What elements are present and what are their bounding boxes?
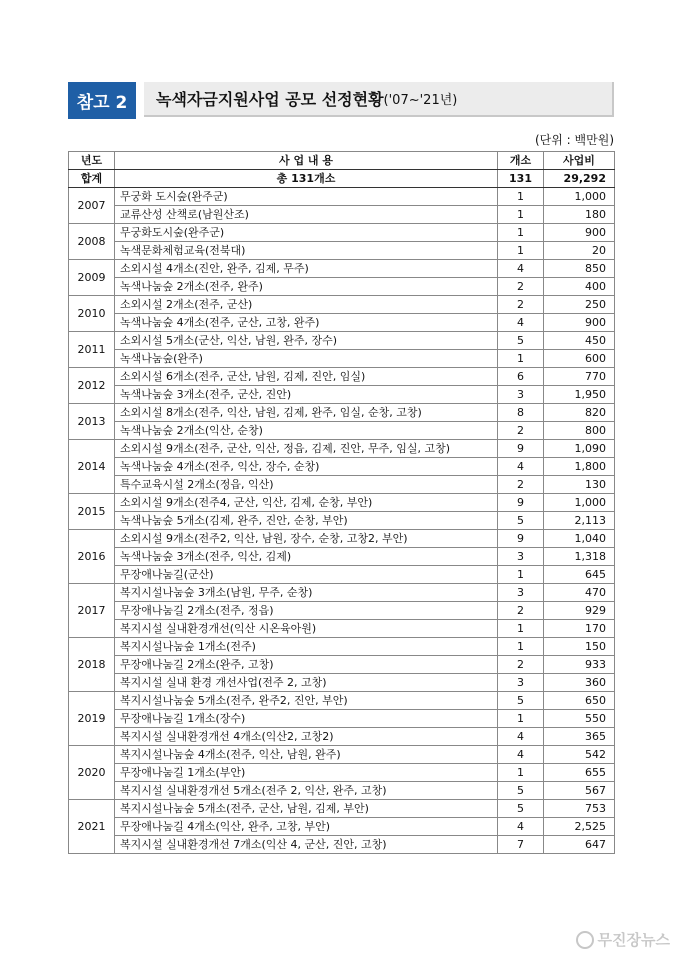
cost-cell: 900 [544, 314, 615, 332]
content-cell: 특수교육시설 2개소(정읍, 익산) [115, 476, 498, 494]
count-cell: 5 [498, 782, 544, 800]
count-cell: 9 [498, 530, 544, 548]
count-cell: 4 [498, 314, 544, 332]
content-cell: 무장애나눔길 1개소(부안) [115, 764, 498, 782]
table-row [69, 278, 615, 296]
count-cell: 6 [498, 368, 544, 386]
table-row [69, 350, 615, 368]
count-cell: 3 [498, 548, 544, 566]
count-cell: 1 [498, 764, 544, 782]
cost-cell: 400 [544, 278, 615, 296]
cost-cell: 770 [544, 368, 615, 386]
table-row [69, 368, 615, 386]
count-cell: 1 [498, 620, 544, 638]
count-cell: 1 [498, 206, 544, 224]
table-row [69, 710, 615, 728]
cost-cell: 820 [544, 404, 615, 422]
count-cell: 3 [498, 386, 544, 404]
content-cell: 녹색나눔숲 5개소(김제, 완주, 진안, 순창, 부안) [115, 512, 498, 530]
table-row [69, 548, 615, 566]
table-row [69, 602, 615, 620]
year-cell: 2015 [69, 494, 115, 530]
count-cell: 4 [498, 818, 544, 836]
count-cell: 9 [498, 440, 544, 458]
content-cell: 소외시설 9개소(전주, 군산, 익산, 정읍, 김제, 진안, 무주, 임실, 고창) [115, 440, 498, 458]
table-row [69, 422, 615, 440]
content-cell: 녹색나눔숲 3개소(전주, 군산, 진안) [115, 386, 498, 404]
watermark-logo [576, 929, 670, 950]
table-row [69, 746, 615, 764]
cost-cell: 567 [544, 782, 615, 800]
table-row [69, 764, 615, 782]
selection-table [68, 151, 615, 854]
cost-cell: 20 [544, 242, 615, 260]
year-cell: 2010 [69, 296, 115, 332]
cost-cell: 929 [544, 602, 615, 620]
count-cell: 3 [498, 584, 544, 602]
table-header-row [69, 152, 615, 170]
cost-cell: 250 [544, 296, 615, 314]
count-cell: 5 [498, 512, 544, 530]
year-cell: 2021 [69, 800, 115, 854]
content-cell: 소외시설 6개소(전주, 군산, 남원, 김제, 진안, 임실) [115, 368, 498, 386]
content-cell: 녹색나눔숲 4개소(전주, 익산, 장수, 순창) [115, 458, 498, 476]
cost-cell: 1,318 [544, 548, 615, 566]
title-row [68, 82, 614, 119]
watermark-icon [576, 931, 594, 949]
table-row [69, 620, 615, 638]
content-cell: 녹색나눔숲 4개소(전주, 군산, 고창, 완주) [115, 314, 498, 332]
year-cell: 2020 [69, 746, 115, 800]
count-cell: 1 [498, 188, 544, 206]
table-row [69, 332, 615, 350]
content-cell: 소외시설 5개소(군산, 익산, 남원, 완주, 장수) [115, 332, 498, 350]
content-cell: 교류산성 산책로(남원산조) [115, 206, 498, 224]
table-row [69, 584, 615, 602]
cost-cell: 542 [544, 746, 615, 764]
title-box [144, 82, 614, 117]
content-cell: 무장애나눔길 4개소(익산, 완주, 고창, 부안) [115, 818, 498, 836]
content-cell: 소외시설 9개소(전주2, 익산, 남원, 장수, 순창, 고창2, 부안) [115, 530, 498, 548]
year-cell: 2019 [69, 692, 115, 746]
count-cell: 2 [498, 656, 544, 674]
cost-cell: 600 [544, 350, 615, 368]
year-cell: 2017 [69, 584, 115, 638]
content-cell: 무장애나눔길 1개소(장수) [115, 710, 498, 728]
content-cell: 무장애나눔길(군산) [115, 566, 498, 584]
table-row [69, 206, 615, 224]
cost-cell: 1,040 [544, 530, 615, 548]
watermark-text: 무진장뉴스 [597, 931, 670, 949]
table-row [69, 242, 615, 260]
table-row [69, 224, 615, 242]
year-cell: 2011 [69, 332, 115, 368]
table-row [69, 836, 615, 854]
content-cell: 소외시설 9개소(전주4, 군산, 익산, 김제, 순창, 부안) [115, 494, 498, 512]
cost-cell: 1,950 [544, 386, 615, 404]
count-cell: 5 [498, 692, 544, 710]
total-label: 합계 [69, 170, 115, 188]
count-cell: 5 [498, 332, 544, 350]
content-cell: 복지시설나눔숲 5개소(전주, 완주2, 진안, 부안) [115, 692, 498, 710]
content-cell: 무궁화 도시숲(완주군) [115, 188, 498, 206]
cost-cell: 647 [544, 836, 615, 854]
table-row [69, 674, 615, 692]
cost-cell: 450 [544, 332, 615, 350]
cost-cell: 933 [544, 656, 615, 674]
table-row [69, 386, 615, 404]
count-cell: 8 [498, 404, 544, 422]
count-cell: 9 [498, 494, 544, 512]
count-cell: 2 [498, 422, 544, 440]
table-row [69, 314, 615, 332]
total-row [69, 170, 615, 188]
cost-cell: 470 [544, 584, 615, 602]
cost-cell: 655 [544, 764, 615, 782]
count-cell: 2 [498, 278, 544, 296]
cost-cell: 365 [544, 728, 615, 746]
cost-cell: 1,090 [544, 440, 615, 458]
content-cell: 복지시설나눔숲 5개소(전주, 군산, 남원, 김제, 부안) [115, 800, 498, 818]
header-cost: 사업비 [544, 152, 615, 170]
table-row [69, 260, 615, 278]
cost-cell: 360 [544, 674, 615, 692]
table-row [69, 458, 615, 476]
count-cell: 2 [498, 296, 544, 314]
cost-cell: 2,113 [544, 512, 615, 530]
header-year: 년도 [69, 152, 115, 170]
count-cell: 5 [498, 800, 544, 818]
content-cell: 복지시설나눔숲 4개소(전주, 익산, 남원, 완주) [115, 746, 498, 764]
table-row [69, 188, 615, 206]
year-cell: 2014 [69, 440, 115, 494]
page-title: 녹색자금지원사업 공모 선정현황 [156, 90, 384, 109]
table-row [69, 818, 615, 836]
cost-cell: 850 [544, 260, 615, 278]
count-cell: 1 [498, 638, 544, 656]
content-cell: 소외시설 2개소(전주, 군산) [115, 296, 498, 314]
content-cell: 무장애나눔길 2개소(전주, 정읍) [115, 602, 498, 620]
cost-cell: 900 [544, 224, 615, 242]
content-cell: 복지시설나눔숲 1개소(전주) [115, 638, 498, 656]
year-cell: 2016 [69, 530, 115, 584]
content-cell: 녹색문화체험교육(전북대) [115, 242, 498, 260]
cost-cell: 650 [544, 692, 615, 710]
cost-cell: 170 [544, 620, 615, 638]
reference-badge: 참고 2 [68, 82, 136, 119]
content-cell: 녹색나눔숲 2개소(익산, 순창) [115, 422, 498, 440]
year-cell: 2013 [69, 404, 115, 440]
year-cell: 2018 [69, 638, 115, 692]
table-row [69, 728, 615, 746]
table-row [69, 638, 615, 656]
cost-cell: 645 [544, 566, 615, 584]
table-row [69, 530, 615, 548]
table-row [69, 692, 615, 710]
count-cell: 2 [498, 602, 544, 620]
title-period: ('07~'21년) [383, 93, 458, 108]
count-cell: 3 [498, 674, 544, 692]
count-cell: 7 [498, 836, 544, 854]
content-cell: 녹색나눔숲(완주) [115, 350, 498, 368]
count-cell: 1 [498, 242, 544, 260]
total-content: 총 131개소 [115, 170, 498, 188]
count-cell: 4 [498, 458, 544, 476]
cost-cell: 800 [544, 422, 615, 440]
cost-cell: 753 [544, 800, 615, 818]
cost-cell: 1,000 [544, 494, 615, 512]
content-cell: 녹색나눔숲 2개소(전주, 완주) [115, 278, 498, 296]
content-cell: 복지시설 실내환경개선 4개소(익산2, 고창2) [115, 728, 498, 746]
cost-cell: 2,525 [544, 818, 615, 836]
unit-label: (단위 : 백만원) [535, 133, 614, 147]
count-cell: 1 [498, 710, 544, 728]
content-cell: 복지시설 실내 환경 개선사업(전주 2, 고창) [115, 674, 498, 692]
content-cell: 소외시설 8개소(전주, 익산, 남원, 김제, 완주, 임실, 순창, 고창) [115, 404, 498, 422]
year-cell: 2009 [69, 260, 115, 296]
count-cell: 2 [498, 476, 544, 494]
year-cell: 2012 [69, 368, 115, 404]
cost-cell: 550 [544, 710, 615, 728]
total-count: 131 [498, 170, 544, 188]
total-cost: 29,292 [544, 170, 615, 188]
table-row [69, 782, 615, 800]
content-cell: 복지시설 실내환경개선 5개소(전주 2, 익산, 완주, 고창) [115, 782, 498, 800]
header-content: 사 업 내 용 [115, 152, 498, 170]
content-cell: 소외시설 4개소(진안, 완주, 김제, 무주) [115, 260, 498, 278]
table-row [69, 404, 615, 422]
table-row [69, 512, 615, 530]
table-row [69, 440, 615, 458]
cost-cell: 180 [544, 206, 615, 224]
content-cell: 무장애나눔길 2개소(완주, 고창) [115, 656, 498, 674]
cost-cell: 150 [544, 638, 615, 656]
table-row [69, 800, 615, 818]
header-count: 개소 [498, 152, 544, 170]
content-cell: 복지시설나눔숲 3개소(남원, 무주, 순창) [115, 584, 498, 602]
count-cell: 4 [498, 728, 544, 746]
year-cell: 2007 [69, 188, 115, 224]
table-row [69, 656, 615, 674]
count-cell: 4 [498, 746, 544, 764]
cost-cell: 130 [544, 476, 615, 494]
cost-cell: 1,800 [544, 458, 615, 476]
cost-cell: 1,000 [544, 188, 615, 206]
count-cell: 1 [498, 566, 544, 584]
content-cell: 무궁화도시숲(완주군) [115, 224, 498, 242]
table-row [69, 494, 615, 512]
table-row [69, 296, 615, 314]
count-cell: 4 [498, 260, 544, 278]
content-cell: 녹색나눔숲 3개소(전주, 익산, 김제) [115, 548, 498, 566]
count-cell: 1 [498, 350, 544, 368]
content-cell: 복지시설 실내환경개선 7개소(익산 4, 군산, 진안, 고창) [115, 836, 498, 854]
year-cell: 2008 [69, 224, 115, 260]
table-row [69, 476, 615, 494]
table-row [69, 566, 615, 584]
count-cell: 1 [498, 224, 544, 242]
content-cell: 복지시설 실내환경개선(익산 시온육아원) [115, 620, 498, 638]
